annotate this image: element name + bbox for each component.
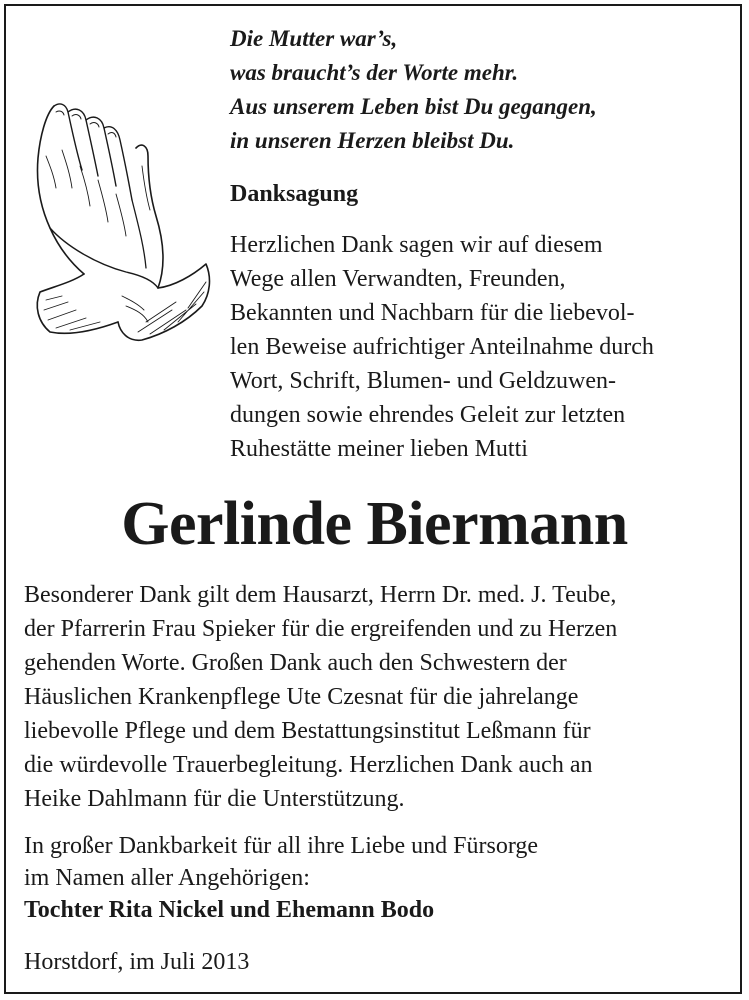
thanks-line: len Beweise aufrichtiger Anteilnahme durch [230, 334, 654, 360]
signer-name: Tochter Rita Nickel und Ehemann Bodo [24, 897, 435, 923]
special-thanks-line: Häuslichen Krankenpflege Ute Czesnat für die jahrelange [24, 684, 579, 710]
place-date: Horstdorf, im Juli 2013 [24, 949, 250, 975]
thanks-line: dungen sowie ehrendes Geleit zur letzten [230, 402, 626, 428]
special-thanks-line: die würdevolle Trauerbegleitung. Herzlichen Dank auch an [24, 752, 593, 778]
thanks-line: Wege allen Verwandten, Freunden, [230, 266, 566, 292]
praying-hands-icon [26, 96, 216, 366]
closing-line: In großer Dankbarkeit für all ihre Liebe und Fürsorge [24, 833, 539, 859]
thanks-text [230, 228, 730, 466]
special-thanks-line: Besonderer Dank gilt dem Hausarzt, Herrn Dr. med. J. Teube, [24, 582, 617, 608]
verse-line: in unseren Herzen bleibst Du. [230, 128, 515, 153]
closing-line: im Namen aller Angehörigen: [24, 865, 310, 891]
memorial-verse [230, 22, 730, 158]
special-thanks-line: gehenden Worte. Großen Dank auch den Schwestern der [24, 650, 567, 676]
thanks-line: Wort, Schrift, Blumen- und Geldzuwen- [230, 368, 616, 394]
special-thanks-line: Heike Dahlmann für die Unterstützung. [24, 786, 405, 812]
verse-line: was braucht’s der Worte mehr. [230, 60, 519, 85]
thanks-heading: Danksagung [230, 181, 359, 207]
special-thanks-text [24, 578, 734, 816]
verse-line: Die Mutter war’s, [230, 26, 398, 51]
special-thanks-line: der Pfarrerin Frau Spieker für die ergreifenden und zu Herzen [24, 616, 618, 642]
thanks-line: Ruhestätte meiner lieben Mutti [230, 436, 528, 462]
special-thanks-line: liebevolle Pflege und dem Bestattungsinstitut Leßmann für [24, 718, 591, 744]
closing-block [24, 830, 734, 926]
thanks-line: Bekannten und Nachbarn für die liebevol- [230, 300, 635, 326]
thanks-line: Herzlichen Dank sagen wir auf diesem [230, 232, 603, 258]
verse-line: Aus unserem Leben bist Du gegangen, [230, 94, 597, 119]
deceased-name: Gerlinde Biermann [121, 490, 628, 558]
